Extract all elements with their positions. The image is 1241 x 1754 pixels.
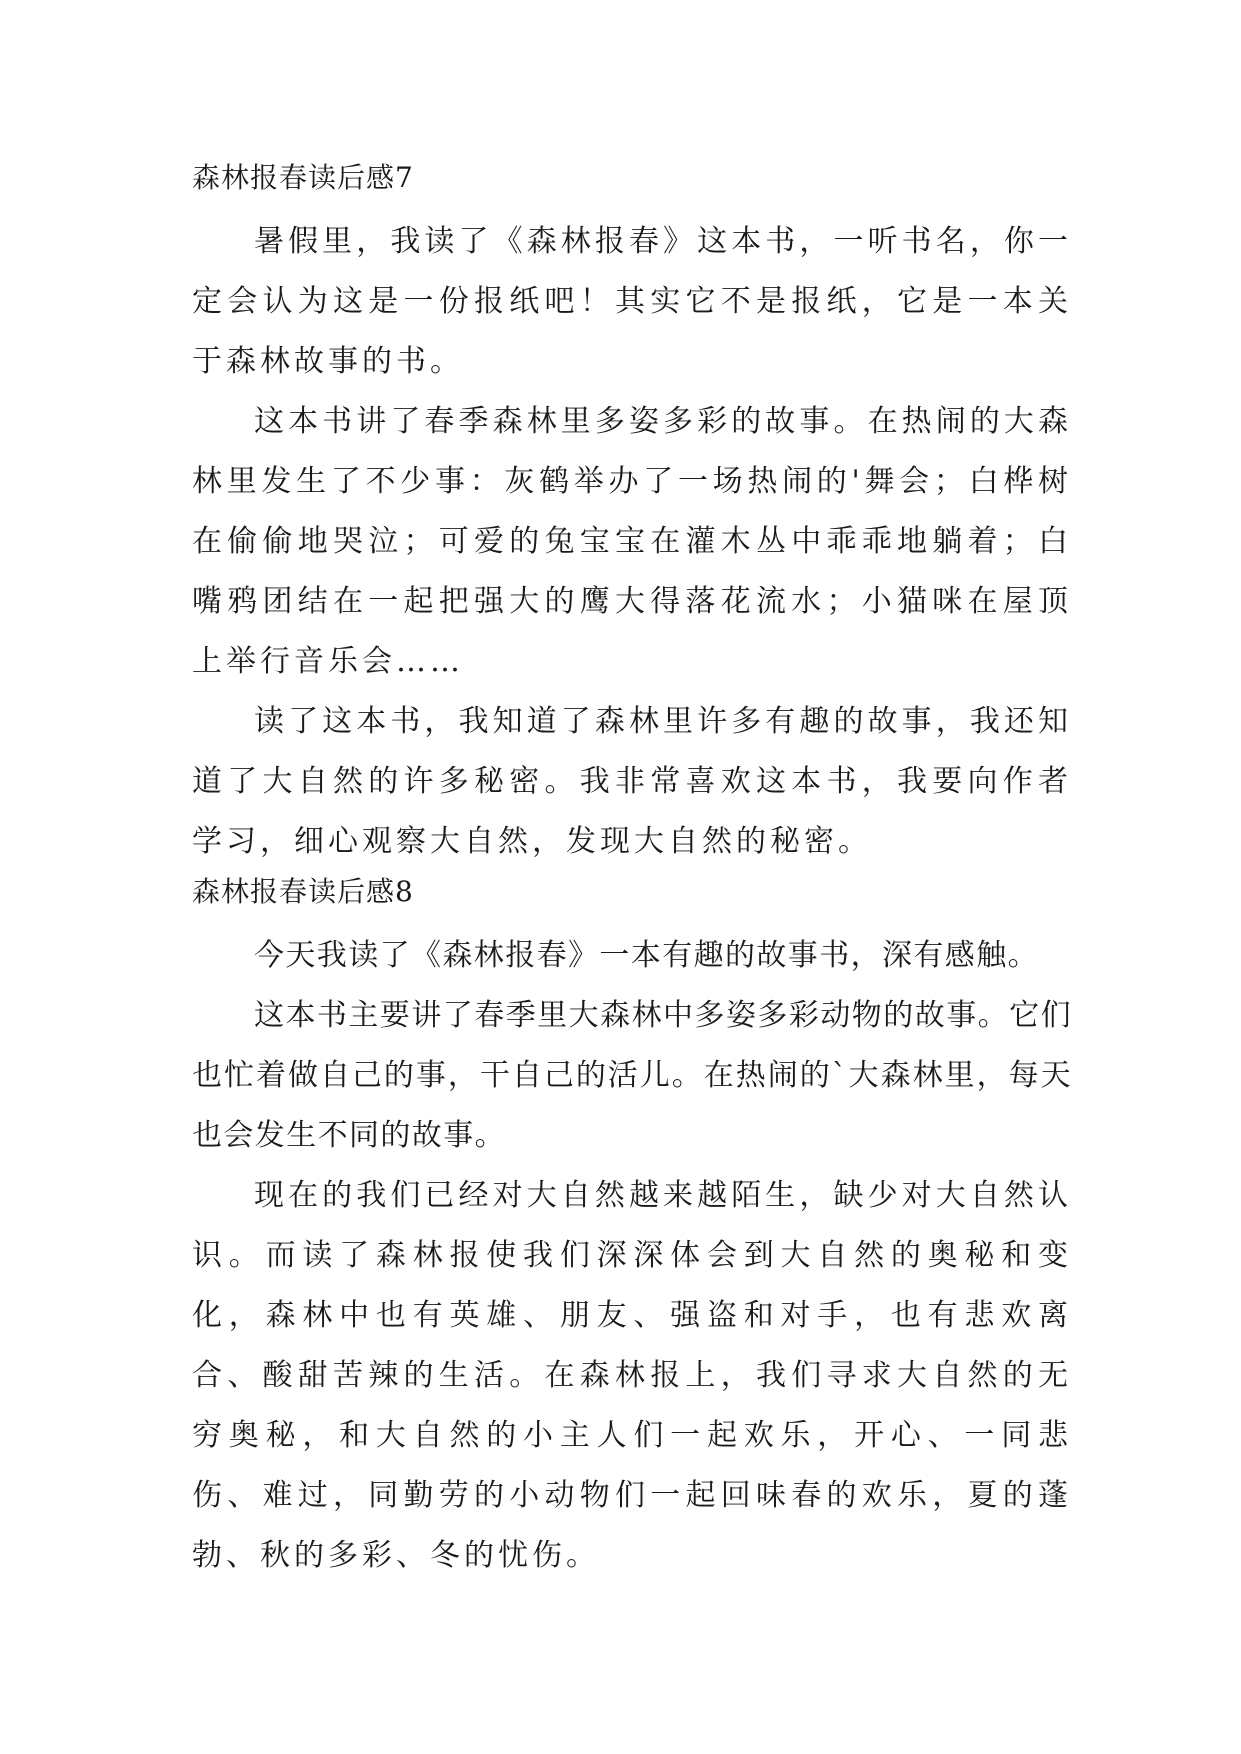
paragraph: 读了这本书，我知道了森林里许多有趣的故事，我还知道了大自然的许多秘密。我非常喜欢这本书，我要向作者学习，细心观察大自然，发现大自然的秘密。 xyxy=(192,704,1072,859)
paragraph: 今天我读了《森林报春》一本有趣的故事书，深有感触。 xyxy=(254,938,1039,973)
document-body xyxy=(192,158,1072,1586)
paragraph: 这本书主要讲了春季里大森林中多姿多彩动物的故事。它们也忙着做自己的事，干自己的活儿。在热闹的`大森林里，每天也会发生不同的故事。 xyxy=(192,998,1072,1153)
section-heading-7: 森林报春读后感7 xyxy=(192,161,414,194)
paragraph: 现在的我们已经对大自然越来越陌生，缺少对大自然认识。而读了森林报使我们深深体会到大自然的奥秘和变化，森林中也有英雄、朋友、强盗和对手，也有悲欢离合、酸甜苦辣的生活。在森林报上，我们寻求大自然的无穷奥秘，和大自然的小主人们一起欢乐，开心、一同悲伤、难过，同勤劳的小动物们一起回味春的欢乐，夏的蓬勃、秋的多彩、冬的忧伤。 xyxy=(192,1178,1072,1573)
paragraph: 这本书讲了春季森林里多姿多彩的故事。在热闹的大森林里发生了不少事：灰鹤举办了一场热闹的'舞会；白桦树在偷偷地哭泣；可爱的兔宝宝在灌木丛中乖乖地躺着；白嘴鸦团结在一起把强大的鹰大得落花流水；小猫咪在屋顶上举行音乐会…… xyxy=(192,404,1072,679)
section-heading-8: 森林报春读后感8 xyxy=(192,875,414,908)
paragraph: 暑假里，我读了《森林报春》这本书，一听书名，你一定会认为这是一份报纸吧！其实它不是报纸，它是一本关于森林故事的书。 xyxy=(192,224,1072,379)
